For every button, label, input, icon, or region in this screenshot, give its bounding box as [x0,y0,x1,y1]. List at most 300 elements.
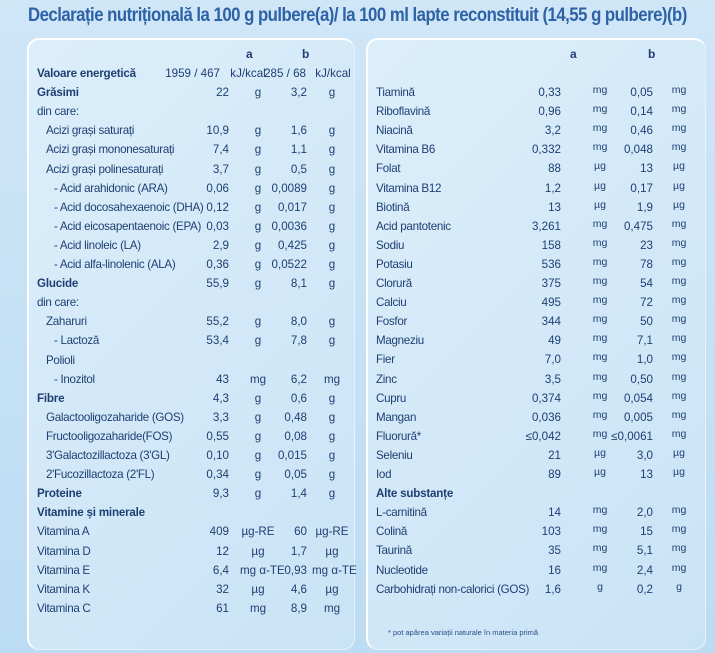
row-label: Potasiu [376,257,413,271]
value-b: 8,9 [290,601,307,615]
row-label: Carbohidrați non-calorici (GOS) [376,582,530,596]
value-a: 0,06 [206,181,229,195]
value-b: 0,048 [623,143,653,157]
value-a: 49 [548,334,561,348]
unit-a: µg [594,160,606,173]
value-b: 4,6 [290,582,307,596]
unit-b: g [676,580,682,593]
value-a: 4,3 [212,391,229,405]
unit-b: g [328,391,336,405]
table-row [368,180,705,198]
row-label: Polioli [46,353,75,367]
value-a: 103 [541,525,561,539]
row-label: Seleniu [376,448,413,462]
unit-b: g [328,410,336,424]
unit-a: mg [592,351,608,364]
value-a: 0,96 [538,105,561,119]
row-label: Vitamina B6 [376,143,435,157]
row-label: Colină [376,525,408,539]
unit-b: mg [671,255,687,268]
value-a: 0,34 [206,468,229,482]
unit-a: mg [592,332,608,345]
unit-a: mg [592,294,608,307]
unit-b: kJ/kcal [315,67,351,80]
value-b: 8,1 [290,277,307,291]
value-b: 0,93 [284,563,307,577]
value-b: 0,0089 [271,181,307,195]
value-a: 158 [541,238,561,252]
unit-b: g [328,143,336,157]
unit-a: g [254,468,262,482]
value-b: 15 [640,525,653,539]
value-b: 5,1 [636,544,653,558]
table-row [29,409,354,427]
unit-b: µg [673,466,685,478]
value-a: 53,4 [206,334,229,348]
unit-b: g [328,238,336,252]
unit-a: mg [592,236,608,249]
value-b: 0,50 [630,372,653,386]
table-row [29,428,354,446]
table-row [368,371,705,389]
row-label: - Acid arahidonic (ARA) [54,181,168,195]
row-label: Cupru [376,391,407,405]
unit-b: g [328,200,336,214]
unit-a: g [254,449,262,462]
table-row [29,466,354,484]
value-a: 21 [548,448,561,462]
unit-b: g [328,334,336,348]
table-row [368,504,705,522]
unit-a: g [254,487,262,501]
value-b: 1,1 [290,143,307,157]
unit-a: mg [592,523,608,536]
row-label: 3'Galactozillactoza (3'GL) [46,449,170,462]
unit-a: g [254,429,262,443]
footnote: * pot apărea variații naturale în materia primă [388,628,539,637]
value-a: 22 [216,86,229,100]
unit-a: µg [594,179,606,192]
unit-a: g [254,86,262,100]
row-label: Zinc [376,372,397,386]
unit-b: µg [673,198,685,211]
unit-b: mg [671,504,687,517]
value-a: 1959 / 467 [165,67,220,80]
table-row [29,523,354,541]
table-row [29,332,354,350]
table-row [368,160,705,178]
value-b: 60 [294,525,307,539]
value-a: 495 [541,296,561,310]
unit-b: mg [671,332,687,345]
table-row [368,275,705,293]
unit-b: µg-RE [315,525,349,539]
row-label: Vitamina E [37,563,90,577]
table-row [368,485,705,503]
unit-b: g [328,258,336,271]
value-a: 0,33 [538,86,561,99]
table-row [368,523,705,541]
table-row [29,65,354,83]
row-label: Sodiu [376,238,405,252]
unit-a: mg [592,408,608,421]
value-a: 55,9 [206,277,229,291]
value-b: 3,0 [636,448,653,462]
row-label: Nucleotide [376,563,428,577]
unit-b: µg [673,446,685,459]
unit-b: mg [671,523,687,536]
row-label: - Inozitol [54,372,95,386]
table-row [29,161,354,179]
row-label: 2'Fucozillactoza (2'FL) [46,468,155,482]
row-label: Fluorură* [376,429,421,443]
unit-b: g [328,449,336,462]
unit-b: mg [671,351,687,364]
row-label: L-carnitină [376,506,427,520]
unit-b: mg [671,561,687,574]
unit-a: mg [592,561,608,574]
value-b: 0,2 [636,582,653,596]
value-b: 0,0522 [271,258,307,271]
unit-b: µg [325,582,339,596]
value-b: 0,05 [630,86,653,99]
value-b: 6,2 [290,372,307,386]
value-a: 7,4 [212,143,229,157]
table-row [368,103,705,121]
row-label: Vitamina B12 [376,181,442,195]
unit-a: g [254,219,262,233]
row-label: Acizi grași polinesaturați [46,162,164,176]
unit-a: g [254,162,262,176]
unit-b: g [328,315,336,329]
value-a: 12 [216,544,229,558]
row-label: - Acid eicosapentaenoic (EPA) [54,219,202,233]
row-label: - Acid linoleic (LA) [54,238,141,252]
unit-a: g [597,580,603,593]
value-b: 2,4 [636,563,653,577]
table-row [368,447,705,465]
unit-a: mg [592,103,608,116]
unit-b: µg [673,160,685,173]
value-b: 0,46 [630,124,653,138]
value-a: 0,12 [206,200,229,214]
unit-a: mg [592,275,608,287]
unit-a: mg [592,122,608,135]
value-b: 1,4 [290,487,307,501]
unit-a: g [254,238,262,252]
unit-a: mg [592,427,608,440]
value-b: 7,1 [636,334,653,348]
value-b: 1,7 [290,544,307,558]
column-b-header: b [648,47,656,61]
value-b: 78 [640,257,653,271]
row-label: Proteine [37,487,82,501]
value-a: 0,036 [531,410,561,424]
value-b: 0,017 [277,200,307,214]
unit-b: mg [671,275,687,287]
value-b: 0,475 [623,219,653,233]
value-a: 409 [209,525,229,539]
table-row [29,103,354,121]
unit-a: mg [592,141,608,154]
unit-a: g [254,334,262,348]
unit-a: mg α-TE [240,563,285,577]
table-row [29,256,354,274]
value-a: 0,10 [206,449,229,462]
table-row [368,199,705,217]
table-row [368,141,705,159]
value-a: 344 [541,315,561,329]
table-row [29,581,354,599]
value-b: 50 [640,315,653,329]
table-row [29,294,354,312]
table-row [29,352,354,370]
unit-b: mg [671,542,687,555]
row-label: Fier [376,353,395,367]
unit-a: g [254,181,262,195]
value-a: 9,3 [212,487,229,501]
value-b: 3,2 [290,86,307,100]
table-row [368,390,705,408]
column-b-header: b [302,47,310,61]
table-row [368,581,705,599]
value-a: 3,5 [544,372,561,386]
unit-b: g [328,468,336,482]
value-b: 13 [640,468,653,481]
value-b: 0,48 [284,410,307,424]
row-label: Glucide [37,277,79,291]
value-b: 0,14 [630,105,653,119]
value-a: 32 [216,582,229,596]
unit-b: g [328,429,336,443]
value-a: 3,2 [544,124,561,138]
value-b: 1,9 [636,200,653,214]
unit-b: mg [671,427,687,440]
table-row [368,294,705,312]
row-label: - Lactoză [54,334,99,348]
unit-a: mg [592,370,608,383]
row-label: Taurină [376,544,412,558]
value-b: 0,005 [623,410,653,424]
unit-a: g [254,410,262,424]
unit-a: µg [594,466,606,478]
table-row [29,237,354,255]
unit-b: mg [671,370,687,383]
unit-a: µg [251,582,265,596]
value-a: 16 [548,563,561,577]
table-row [368,562,705,580]
value-a: 3,261 [531,219,561,233]
value-a: 1,2 [544,181,561,195]
value-a: ≤0,042 [525,429,561,443]
table-row [368,84,705,102]
unit-a: g [254,124,262,138]
row-label: Folat [376,162,401,176]
value-a: 61 [216,601,229,615]
unit-b: g [328,124,336,138]
table-row [368,237,705,255]
table-row [368,313,705,331]
table-row [29,313,354,331]
row-label: Acizi grași saturați [46,124,135,138]
table-row [29,371,354,389]
value-a: 0,374 [531,391,561,405]
table-row [29,390,354,408]
table-row [368,428,705,446]
page-title: Declarație nutrițională la 100 g pulbere(a)/ la 100 ml lapte reconstituit (14,55 g pulbere)(b) [28,4,687,26]
value-a: 35 [548,544,561,558]
row-label: Fructooligozaharide(FOS) [46,429,173,443]
value-a: 3,3 [212,410,229,424]
row-label: - Acid alfa-linolenic (ALA) [54,258,176,271]
row-label: Calciu [376,296,407,310]
row-label: Mangan [376,410,417,424]
value-a: 3,7 [212,162,229,176]
value-b: 7,8 [290,334,307,348]
unit-b: µg [325,544,339,558]
value-a: 10,9 [206,124,229,138]
table-row [368,351,705,369]
row-label: Galactooligozaharide (GOS) [46,410,184,424]
value-b: 0,6 [290,391,307,405]
row-label: Grăsimi [37,86,79,100]
right-panel [366,38,706,650]
unit-a: mg [249,372,267,386]
column-a-header: a [570,47,577,61]
unit-b: mg [671,141,687,154]
value-a: 0,36 [206,258,229,271]
row-label: Alte substanțe [376,487,454,501]
row-label: Vitamine și minerale [37,506,145,520]
unit-b: mg [671,294,687,307]
row-label: Zaharuri [46,315,87,329]
value-a: 43 [216,372,229,386]
value-b: 0,425 [277,238,307,252]
value-b: 8,0 [290,315,307,329]
unit-b: g [328,162,336,176]
unit-b: mg α-TE [312,563,357,577]
unit-b: mg [671,103,687,116]
row-label: Fibre [37,391,65,405]
row-label: Acizi grași mononesaturați [46,143,175,157]
table-row [368,409,705,427]
row-label: Valoare energetică [37,67,136,80]
value-b: 0,015 [277,449,307,462]
unit-b: g [328,277,336,291]
table-row [29,485,354,503]
unit-a: g [254,391,262,405]
value-b: 285 / 68 [264,67,306,80]
row-label: Tiamină [376,86,415,99]
unit-b: mg [671,217,687,230]
value-b: 0,054 [623,391,653,405]
value-a: 7,0 [544,353,561,367]
value-a: 88 [548,162,561,176]
row-label: Vitamina A [37,525,90,539]
unit-a: mg [592,84,608,96]
row-label: Biotină [376,200,410,214]
table-row [29,141,354,159]
unit-a: g [254,277,262,291]
table-row [368,542,705,560]
value-b: 0,0036 [271,219,307,233]
table-row [29,447,354,465]
row-label: Fosfor [376,315,408,329]
row-label: - Acid docosahexaenoic (DHA) [54,200,204,214]
value-a: 375 [541,277,561,290]
value-a: 536 [541,257,561,271]
unit-b: mg [671,122,687,135]
unit-a: g [254,258,262,271]
value-b: 0,5 [290,162,307,176]
unit-a: µg [594,446,606,459]
unit-b: mg [671,389,687,402]
left-panel [27,38,355,650]
unit-b: g [328,181,336,195]
table-row [29,504,354,522]
table-row [29,543,354,561]
table-row [29,275,354,293]
table-row [29,562,357,580]
value-b: 54 [640,277,653,290]
unit-b: g [328,487,336,501]
value-a: 55,2 [206,315,229,329]
table-row [29,180,354,198]
value-b: 0,08 [284,429,307,443]
unit-a: µg-RE [241,525,275,539]
value-a: 13 [548,200,561,214]
row-label: Acid pantotenic [376,219,451,233]
unit-a: g [254,200,262,214]
table-row [29,600,354,618]
value-a: 89 [548,468,561,481]
unit-a: kJ/kcal [230,67,266,80]
value-a: 6,4 [212,563,229,577]
unit-b: mg [323,601,341,615]
value-b: 1,6 [290,124,307,138]
value-b: 23 [640,238,653,252]
unit-a: mg [592,217,608,230]
unit-a: mg [249,601,267,615]
row-label: din care: [37,296,79,310]
unit-a: µg [594,198,606,211]
table-row [368,332,705,350]
value-b: 0,17 [630,181,653,195]
unit-b: mg [671,313,687,326]
unit-b: µg [673,179,685,192]
unit-a: mg [592,542,608,555]
value-b: 1,0 [636,353,653,367]
table-row [29,199,354,217]
value-b: 72 [640,296,653,310]
row-label: Iod [376,468,392,481]
unit-a: mg [592,313,608,326]
table-row [368,122,705,140]
unit-b: mg [671,84,687,96]
unit-a: mg [592,389,608,402]
row-label: din care: [37,105,79,119]
table-row [29,122,354,140]
unit-b: mg [323,372,341,386]
unit-a: g [254,315,262,329]
unit-b: g [328,86,336,100]
value-a: 1,6 [544,582,561,596]
column-a-header: a [246,47,253,61]
unit-a: g [254,143,262,157]
table-row [368,218,705,236]
value-b: ≤0,0061 [611,429,653,443]
value-a: 0,55 [206,429,229,443]
